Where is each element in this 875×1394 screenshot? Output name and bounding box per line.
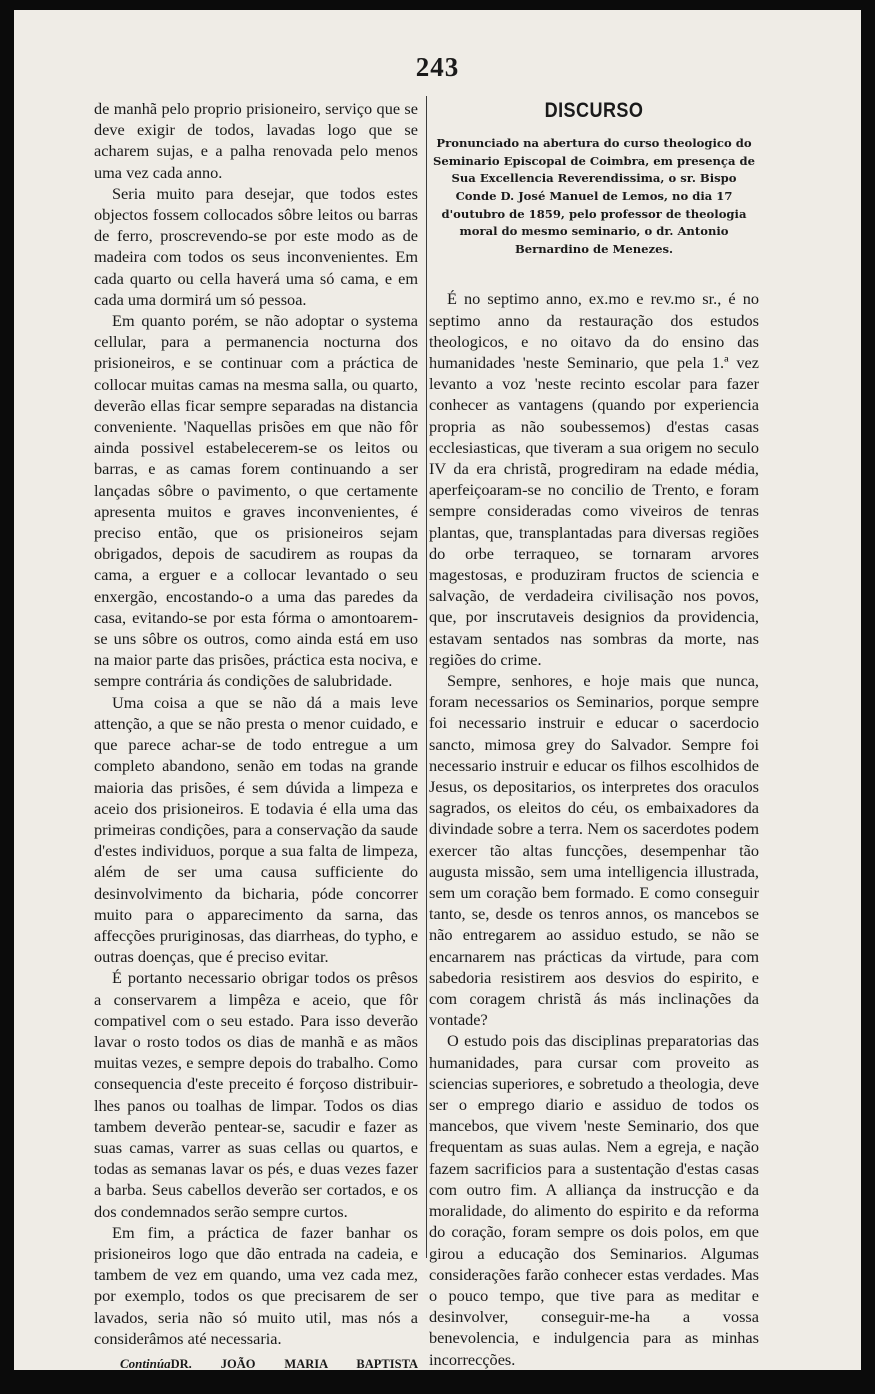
right-paragraph-2: Sempre, senhores, e hoje mais que nunca, foram necessarios os Seminarios, porque sempre foi necessario instruir e educar o sacerdocio sancto, mimosa grey do Salvador. Sempre foi necessario instruir e educar os filhos escolhidos de Jesus, os depositarios, os interpretes dos oraculos sagrados, os eleitos do céu, os embaixadores da divindade sobre a terra. Nem os sacerdotes podem exercer tão altas funcções, desempenhar tão augusta missão, sem uma intelligencia illustrada, sem um coração bem formado. E como conseguir tanto, se, desde os tenros annos, os mancebos se não entregarem ao assiduo estudo, se não se encarnarem nas prácticas da virtude, para com sabedoria resistirem aos desvios do espirito, e com coragem christã ás más inclinações da vontade? [429,671,759,1030]
left-paragraph-3: Em quanto porém, se não adoptar o systema cellular, para a permanencia nocturna dos prisioneiros, e se continuar com a práctica de collocar muitas camas na mesma salla, ou quarto, deverão ellas ficar sempre separadas na distancia conveniente. 'Naquellas prisões em que não fôr ainda possivel estabelecerem-se os leitos ou barras, e as camas forem continuando a ser lançadas sôbre o pavimento, o que certamente apresenta muitos e graves inconvenientes, é preciso então, que os prisioneiros sejam obrigados, depois de sacudirem as roupas da cama, a erguer e a collocar levantado o seu enxergão, encostando-o a uma das paredes da casa, evitando-se por esta fórma o amontoarem-se uns sôbre os outros, como ainda está em uso na maior parte das prisões, práctica esta nociva, e sempre contrária ás condições de salubridade. [94,311,418,691]
left-paragraph-4: Uma coisa a que se não dá a mais leve attenção, a que se não presta o menor cuidado, e que parece achar-se de todo entregue a um completo abandono, senão em todas na grande maioria das prisões, é sem dúvida a limpeza e aceio dos prisioneiros. E todavia é ella uma das primeiras condições, para a conservação da saude d'estes individuos, porque a sua falta de limpeza, além de ser uma causa sufficiente do desinvolvimento da bicharia, póde concorrer muito para o apparecimento da sarna, das affecções pruriginosas, das diarrheas, do typho, e outras doenças, que é preciso evitar. [94,692,418,967]
discourse-heading: DISCURSO [544,99,644,122]
author-surname: CALLISTO. [170,1377,255,1394]
right-paragraph-3: O estudo pois das disciplinas preparatorias das humanidades, para cursar com proveito as sciencias superiores, e sobretudo a theologia, deve ser o emprego diario e assiduo de todos os mancebos, que vivem 'neste Seminario, dos que frequentam as suas aulas. Nem a egreja, e nação fazem sacrificios para a sustentação d'estas casas com outro fim. A alliança da instrucção e da moralidade, do alimento do espirito e da reforma do coração, foram sempre os dois polos, em que girou a educação dos Seminarios. Algumas considerações farão conhecer estas verdades. Mas o pouco tempo, que tive para as meditar e desinvolver, conseguir-me-ha a vossa benevolencia, e indulgencia para as minhas incorrecções. [429,1031,759,1369]
left-paragraph-1: de manhã pelo proprio prisioneiro, serviço que se deve exigir de todos, lavadas logo que se acharem sujas, e a palha renovada pelo menos uma vez cada anno. [94,99,418,182]
continua-label: Continúa [120,1355,171,1371]
left-column [94,98,418,1394]
left-paragraph-5: É portanto necessario obrigar todos os prêsos a conservarem a limpêza e aceio, que fôr compativel com o seu estado. Para isso deverão lavar o rosto todos os dias de manhã e as mãos muitas vezes, e sempre depois do trabalho. Como consequencia d'este preceito é forçoso distribuir-lhes panos ou toalhas de limpar. Todos os dias tambem deverão pentear-se, sacudir e fazer as suas camas, varrer as suas cellas ou quartos, e todas as semanas lavar os pés, e duas vezes fazer a barba. Seus cabellos deverão ser cortados, e os dos condemnados serão sempre curtos. [94,968,418,1221]
left-paragraph-6: Em fim, a práctica de fazer banhar os prisioneiros logo que dão entrada na cadeia, e tambem de vez em quando, uma vez cada mez, por exemplo, todos os que precisarem de ser lavados, seria não só muito util, mas nós a considerâmos até necessaria. [94,1222,418,1348]
author-signature [171,1353,418,1394]
column-divider [426,96,427,1258]
right-column [429,98,759,1370]
page-number: 243 [415,52,460,82]
discourse-subtitle: Pronunciado na abertura do curso theologico do Seminario Episcopal de Coimbra, em presença de Sua Excellencia Reverendissima, o sr. Bispo Conde D. José Manuel de Lemos, no dia 17 d'outubro de 1859, pelo professor de theologia moral do mesmo seminario, o dr. Antonio Bernardino de Menezes. [432,136,755,256]
signature-line [94,1353,418,1394]
author-prefix: DR. JOÃO MARIA BAPTISTA [170,1356,418,1371]
right-paragraph-1: É no septimo anno, ex.mo e rev.mo sr., é no septimo anno da restauração dos estudos theologicos, e no oitavo da do ensino das humanidades 'neste Seminario, que pela 1.ª vez levanto a voz 'neste recinto escolar para fazer conhecer as vantagens (quando por experiencia propria as não soubessemos) d'estas casas ecclesiasticas, que tiveram a sua origem no seculo IV da era christã, progrediram na edade média, aperfeiçoaram-se no concilio de Trento, e foram sempre consideradas como viveiros de tenras plantas, que, transplantadas para diversas regiões do orbe terraqueo, se tornaram arvores magestosas, e produziram fructos de sciencia e salvação, de verdadeira civilisação nos povos, que, por inscrutaveis designios da providencia, estavam sentados nas sombras da morte, nas regiões do crime. [429,289,759,669]
left-paragraph-2: Seria muito para desejar, que todos estes objectos fossem collocados sôbre leitos ou barras de ferro, proscrevendo-se por este modo as de madeira com todos os seus inconvenientes. Em cada quarto ou cella haverá uma só cama, e em cada uma dormirá um só pessoa. [94,183,418,309]
